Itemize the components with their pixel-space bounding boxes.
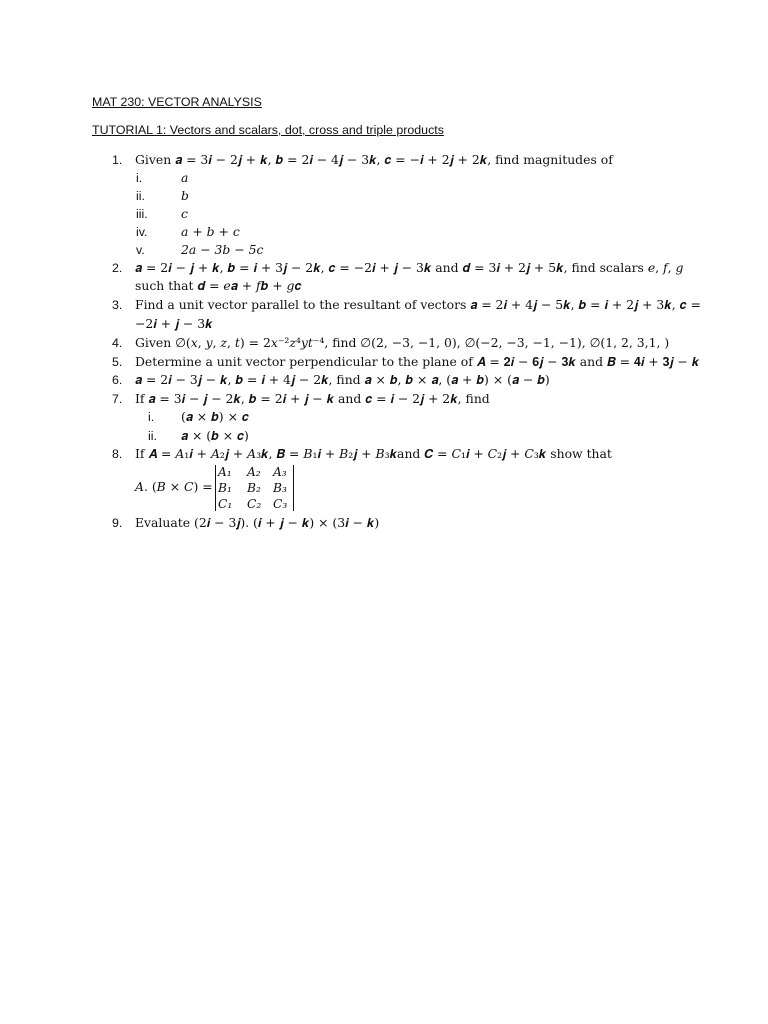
question-number: 1. bbox=[112, 153, 123, 167]
part-expression: 2𝑎 − 3𝑏 − 5𝑐 bbox=[181, 242, 264, 257]
question-text-continued: such that 𝒅 = 𝑒𝒂 + 𝑓𝒃 + 𝑔𝒄 bbox=[135, 278, 302, 293]
question-number: 3. bbox=[112, 298, 123, 312]
part-expression: 𝑎 bbox=[181, 170, 189, 185]
question-number: 4. bbox=[112, 336, 123, 350]
question-text-continued: −2𝒊 + 𝒋 − 3𝒌 bbox=[135, 316, 213, 331]
determinant-lhs: 𝐴. (𝐵 × 𝐶) = bbox=[135, 479, 213, 494]
question-text: Find a unit vector parallel to the resultant of vectors 𝒂 = 2𝒊 + 4𝒋 − 5𝒌, 𝒃 = 𝒊 + 2𝒋 + 3𝒌, 𝒄 = bbox=[135, 297, 701, 312]
part-expression: (𝒂 × 𝒃) × 𝒄 bbox=[181, 409, 249, 424]
determinant-cell: 𝐴₂ bbox=[247, 465, 261, 479]
determinant-cell: 𝐵₂ bbox=[247, 481, 261, 495]
part-expression: 𝒂 × (𝒃 × 𝒄) bbox=[181, 428, 249, 443]
determinant-left-bar bbox=[215, 465, 216, 511]
question-number: 5. bbox=[112, 355, 123, 369]
part-label: i. bbox=[148, 410, 155, 424]
determinant-cell: 𝐶₃ bbox=[273, 497, 288, 511]
determinant-cell: 𝐶₂ bbox=[247, 497, 262, 511]
part-expression: 𝑎 + 𝑏 + 𝑐 bbox=[181, 224, 240, 239]
part-label: iii. bbox=[136, 207, 148, 221]
determinant-cell: 𝐶₁ bbox=[218, 497, 233, 511]
determinant-cell: 𝐵₃ bbox=[273, 481, 287, 495]
question-number: 6. bbox=[112, 373, 123, 387]
determinant-cell: 𝐴₃ bbox=[273, 465, 287, 479]
question-text: Evaluate (2𝒊 − 3𝒋). (𝒊 + 𝒋 − 𝒌) × (3𝒊 − 𝒌) bbox=[135, 515, 380, 530]
part-expression: 𝑏 bbox=[181, 188, 189, 203]
determinant-right-bar bbox=[293, 465, 294, 511]
question-number: 8. bbox=[112, 447, 123, 461]
part-label: ii. bbox=[136, 189, 145, 203]
question-text: If 𝑨 = 𝐴₁𝒊 + 𝐴₂𝒋 + 𝐴₃𝒌, 𝑩 = 𝐵₁𝒊 + 𝐵₂𝒋 + 𝐵₃𝒌and 𝑪 = 𝐶₁𝒊 + 𝐶₂𝒋 + 𝐶₃𝒌 show that bbox=[135, 446, 612, 461]
part-label: ii. bbox=[148, 429, 157, 443]
question-number: 7. bbox=[112, 392, 123, 406]
question-text: Given ∅(𝑥, 𝑦, 𝑧, 𝑡) = 2𝑥⁻²𝑧⁴𝑦𝑡⁻⁴, find ∅(2, −3, −1, 0), ∅(−2, −3, −1, −1), ∅(1, 2, 3,1, ) bbox=[135, 335, 670, 350]
question-text: 𝒂 = 2𝒊 − 𝒋 + 𝒌, 𝒃 = 𝒊 + 3𝒋 − 2𝒌, 𝒄 = −2𝒊 + 𝒋 − 3𝒌 and 𝒅 = 3𝒊 + 2𝒋 + 5𝒌, find scalars 𝑒, 𝑓, 𝑔 bbox=[135, 260, 684, 275]
question-text: If 𝒂 = 3𝒊 − 𝒋 − 2𝒌, 𝒃 = 2𝒊 + 𝒋 − 𝒌 and 𝒄 = 𝒊 − 2𝒋 + 2𝒌, find bbox=[135, 391, 490, 406]
determinant-cell: 𝐵₁ bbox=[218, 481, 232, 495]
tutorial-title: TUTORIAL 1: Vectors and scalars, dot, cross and triple products bbox=[92, 123, 444, 137]
question-text: 𝒂 = 2𝒊 − 3𝒋 − 𝒌, 𝒃 = 𝒊 + 4𝒋 − 2𝒌, find 𝒂 × 𝒃, 𝒃 × 𝒂, (𝒂 + 𝒃) × (𝒂 − 𝒃) bbox=[135, 372, 550, 387]
part-expression: 𝑐 bbox=[181, 206, 188, 221]
part-label: v. bbox=[136, 243, 145, 257]
part-label: iv. bbox=[136, 225, 148, 239]
part-label: i. bbox=[136, 171, 143, 185]
question-number: 2. bbox=[112, 261, 123, 275]
course-title: MAT 230: VECTOR ANALYSIS bbox=[92, 95, 262, 109]
question-number: 9. bbox=[112, 516, 123, 530]
determinant-cell: 𝐴₁ bbox=[218, 465, 232, 479]
question-text: Given 𝒂 = 3𝒊 − 2𝒋 + 𝒌, 𝒃 = 2𝒊 − 4𝒋 − 3𝒌, 𝒄 = −𝒊 + 2𝒋 + 2𝒌, find magnitudes of bbox=[135, 152, 613, 167]
question-text: Determine a unit vector perpendicular to the plane of 𝑨 = 𝟐𝒊 − 𝟔𝒋 − 𝟑𝒌 and 𝑩 = 𝟒𝒊 + 𝟑𝒋 − 𝒌 bbox=[135, 354, 700, 369]
